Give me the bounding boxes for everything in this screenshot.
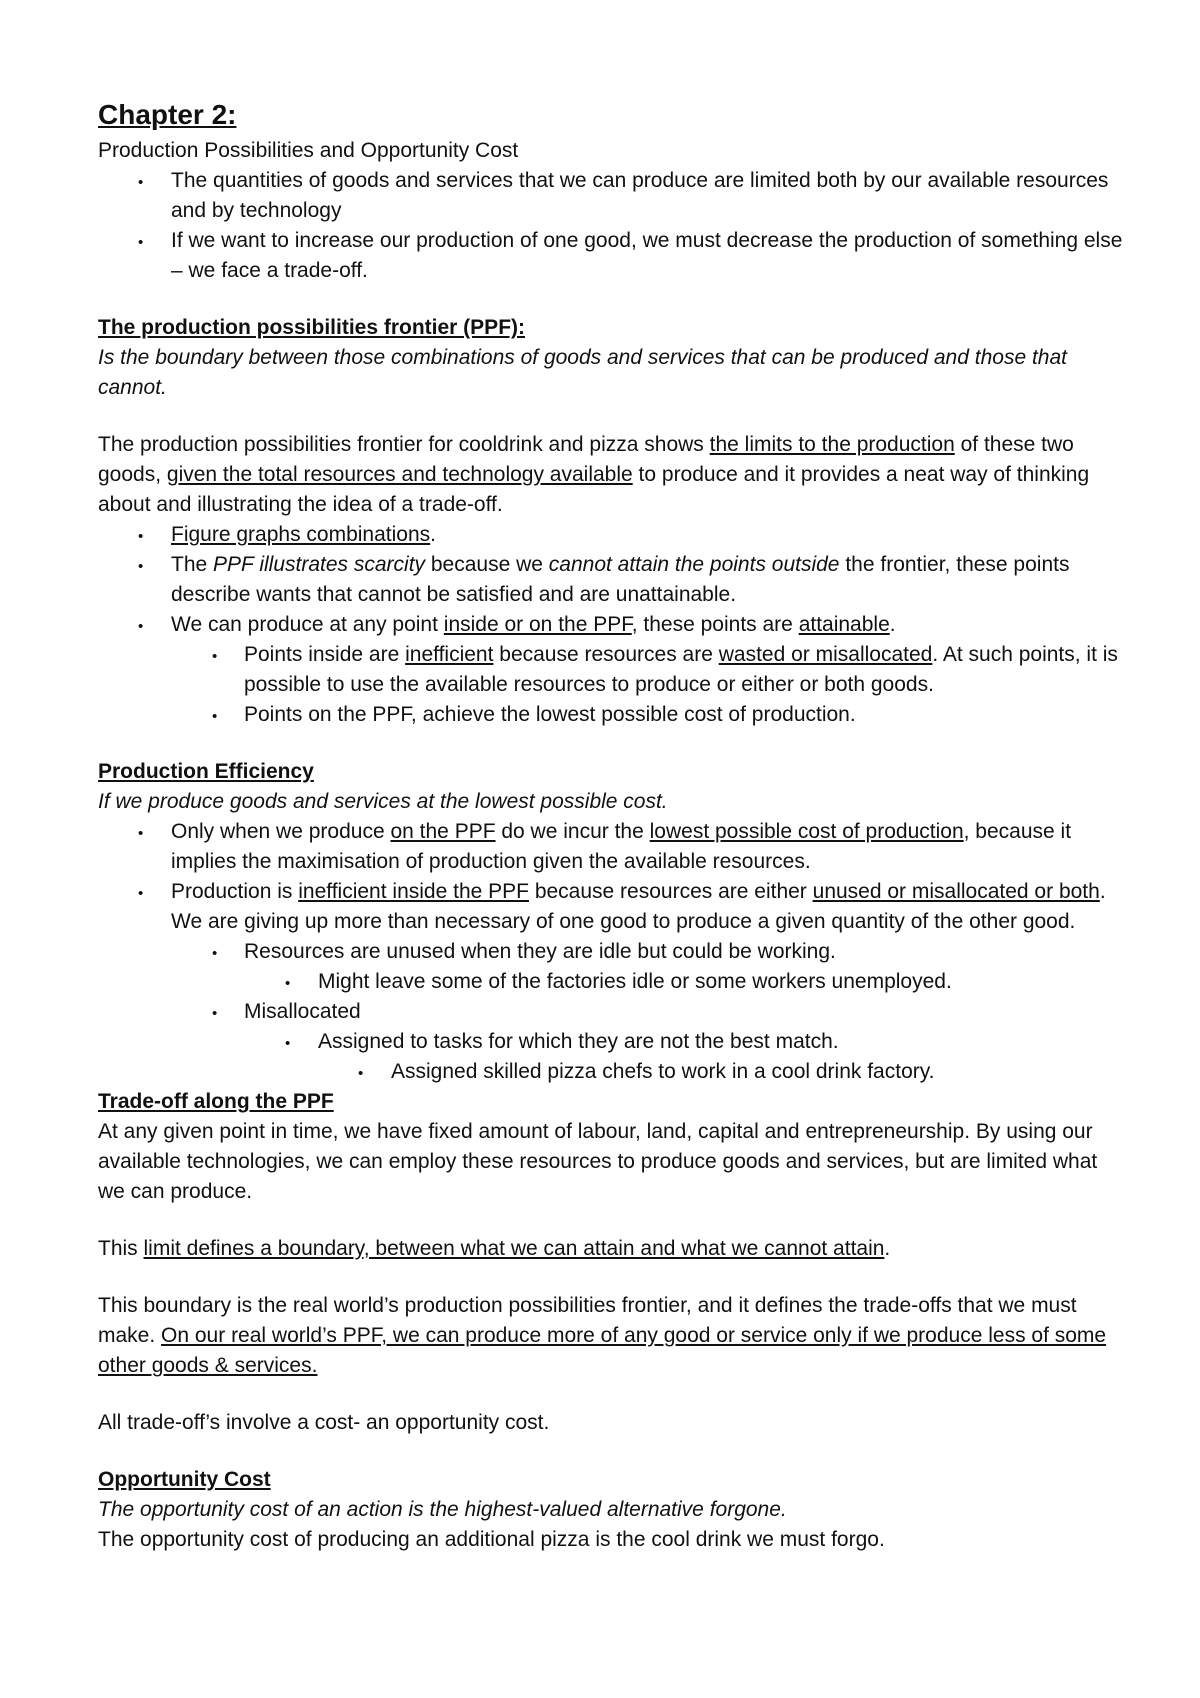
opportunity-definition: The opportunity cost of an action is the highest-valued alternative forgone. [98,1498,787,1521]
bullet-icon [138,166,143,198]
tradeoff-paragraph-1: At any given point in time, we have fixed amount of labour, land, capital and entrepreneurship. By using our available technologies, we can employ these resources to produce goods and services, but are limited what we can produce. [98,1120,1098,1203]
efficiency-subbullet-list [98,997,1128,1027]
bullet-icon [212,700,217,732]
list-item: • Misallocated [98,997,1128,1027]
bullet-icon [138,817,143,849]
bullet-icon [285,1027,290,1059]
bullet-icon [138,226,143,258]
list-item: • Assigned to tasks for which they are not the best match. [98,1027,1128,1057]
intro-bullet-list [98,166,1128,286]
tradeoff-paragraph-4: All trade-off’s involve a cost- an opportunity cost. [98,1411,550,1434]
efficiency-definition: If we produce goods and services at the lowest possible cost. [98,790,668,813]
efficiency-bullet-list [98,817,1128,937]
list-item: • The PPF illustrates scarcity because we cannot attain the points outside the frontier, these points describe wants that cannot be satisfied and are unattainable. [98,550,1128,610]
ppf-definition: Is the boundary between those combinations of goods and services that can be produced and those that cannot. [98,346,1067,399]
list-item: • If we want to increase our production of one good, we must decrease the production of something else – we face a trade-off. [98,226,1128,286]
bullet-icon [138,877,143,909]
list-item: • Points inside are inefficient because resources are wasted or misallocated. At such points, it is possible to use the available resources to produce or either or both goods. [98,640,1128,700]
ppf-subbullet-list [98,640,1128,730]
ppf-heading: The production possibilities frontier (PPF): [98,316,526,339]
list-item: • Assigned skilled pizza chefs to work in a cool drink factory. [98,1057,1128,1087]
tradeoff-paragraph-3: This boundary is the real world’s production possibilities frontier, and it defines the trade-offs that we must make. On our real world’s PPF, we can produce more of any good or service only if we produce less of some other goods & services. [98,1294,1107,1377]
efficiency-level3-list [98,967,1128,997]
list-item: • Production is inefficient inside the PPF because resources are either unused or misallocated or both. We are giving up more than necessary of one good to produce a given quantity of the other good. [98,877,1128,937]
bullet-icon [212,997,217,1029]
opportunity-heading: Opportunity Cost [98,1468,271,1491]
ppf-paragraph: The production possibilities frontier for cooldrink and pizza shows the limits to the production of these two goods, given the total resources and technology available to produce and it provides a neat way of thinking about and illustrating the idea of a trade-off. [98,433,1090,516]
tradeoff-heading: Trade-off along the PPF [98,1090,334,1113]
list-item: • Figure graphs combinations. [98,520,1128,550]
efficiency-level4-list [98,1057,1128,1087]
list-item: • Points on the PPF, achieve the lowest possible cost of production. [98,700,1128,730]
bullet-icon [285,967,290,999]
ppf-bullet-list [98,520,1128,640]
list-item: • Resources are unused when they are idle but could be working. [98,937,1128,967]
efficiency-heading: Production Efficiency [98,760,314,783]
bullet-icon [138,610,143,642]
document-page [98,96,1128,1555]
bullet-icon [212,937,217,969]
tradeoff-paragraph-2: This limit defines a boundary, between what we can attain and what we cannot attain. [98,1237,891,1260]
list-item: • The quantities of goods and services that we can produce are limited both by our available resources and by technology [98,166,1128,226]
opportunity-paragraph: The opportunity cost of producing an additional pizza is the cool drink we must forgo. [98,1528,885,1551]
bullet-icon [138,550,143,582]
chapter-title: Chapter 2: [98,99,237,130]
bullet-icon [138,520,143,552]
list-item: • Might leave some of the factories idle or some workers unemployed. [98,967,1128,997]
efficiency-level3-list [98,1027,1128,1057]
list-item: • Only when we produce on the PPF do we incur the lowest possible cost of production, because it implies the maximisation of production given the available resources. [98,817,1128,877]
bullet-icon [358,1057,363,1089]
list-item: • We can produce at any point inside or on the PPF, these points are attainable. [98,610,1128,640]
intro-heading: Production Possibilities and Opportunity Cost [98,139,519,162]
efficiency-subbullet-list [98,937,1128,967]
bullet-icon [212,640,217,672]
